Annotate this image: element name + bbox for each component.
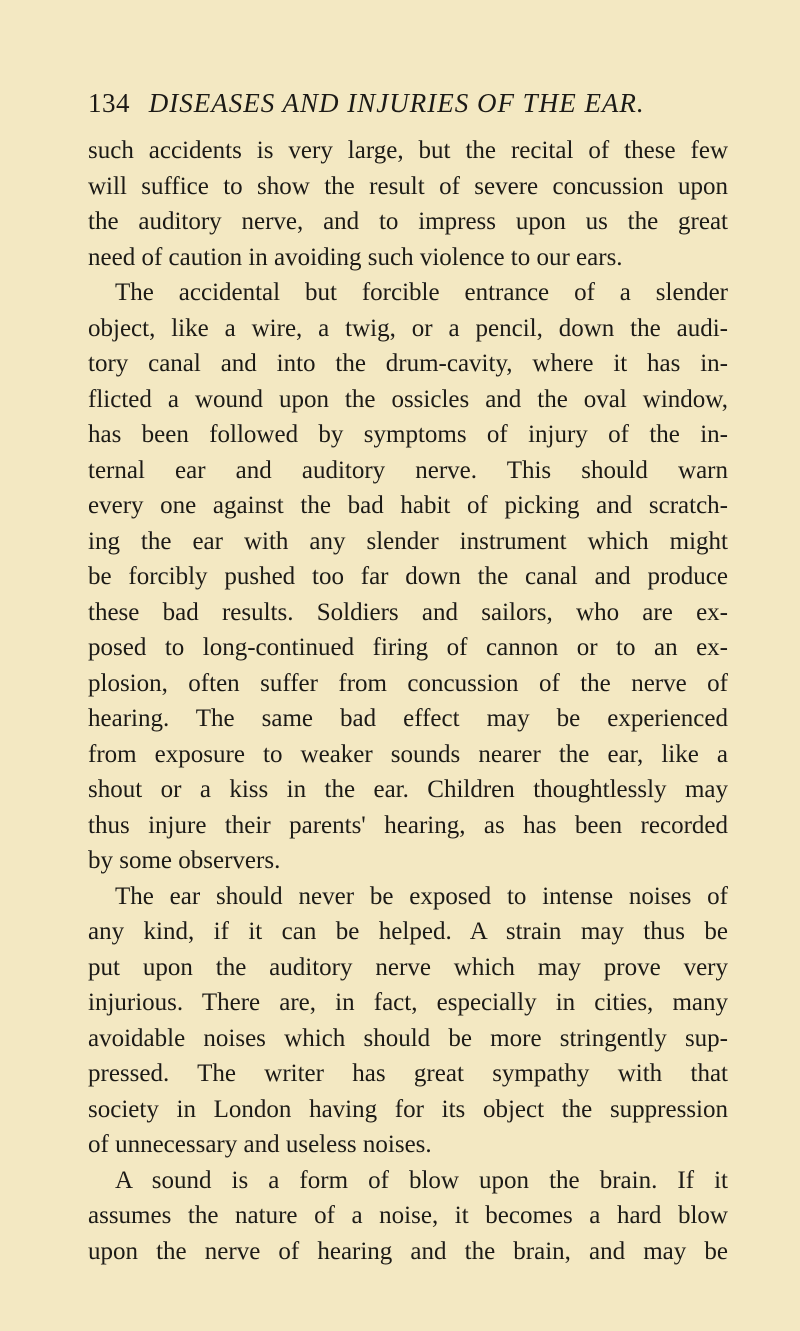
- text-line: The ear should never be exposed to intense noises of: [115, 882, 728, 910]
- text-line: from exposure to weaker sounds nearer the ear, like a: [88, 740, 728, 768]
- body-text: [88, 133, 728, 1269]
- text-line: by some observers.: [88, 847, 281, 874]
- text-line: posed to long-continued firing of cannon or to an ex-: [88, 634, 728, 661]
- text-line: put upon the auditory nerve which may prove very: [88, 953, 728, 981]
- text-line: plosion, often suffer from concussion of the nerve of: [88, 669, 728, 697]
- text-line: any kind, if it can be helped. A strain may thus be: [88, 918, 728, 945]
- text-line: of unnecessary and useless noises.: [88, 1131, 432, 1158]
- text-line: shout or a kiss in the ear. Children thoughtlessly may: [88, 776, 728, 803]
- text-line: hearing. The same bad effect may be experienced: [88, 705, 728, 732]
- text-line: such accidents is very large, but the recital of these few: [88, 137, 728, 164]
- text-line: every one against the bad habit of picking and scratch-: [88, 492, 728, 519]
- text-line: thus injure their parents' hearing, as has been recorded: [88, 811, 728, 839]
- text-line: flicted a wound upon the ossicles and the oval window,: [88, 385, 728, 413]
- page-header: [88, 88, 728, 128]
- text-line: society in London having for its object the suppression: [88, 1095, 728, 1123]
- text-line: the auditory nerve, and to impress upon us the great: [88, 208, 728, 235]
- text-line: avoidable noises which should be more stringently sup-: [88, 1024, 728, 1052]
- page-number: 134: [88, 88, 130, 118]
- text-line: object, like a wire, a twig, or a pencil, down the audi-: [88, 314, 728, 342]
- text-line: The accidental but forcible entrance of a slender: [115, 279, 728, 306]
- text-line: need of caution in avoiding such violence to our ears.: [88, 243, 623, 271]
- text-line: upon the nerve of hearing and the brain, and may be: [88, 1237, 728, 1265]
- running-title: DISEASES AND INJURIES OF THE EAR.: [148, 88, 645, 118]
- text-line: ing the ear with any slender instrument which might: [88, 527, 728, 555]
- text-line: pressed. The writer has great sympathy with that: [88, 1060, 728, 1087]
- text-line: ternal ear and auditory nerve. This should warn: [88, 456, 728, 484]
- text-line: tory canal and into the drum-cavity, where it has in-: [88, 350, 728, 377]
- text-line: has been followed by symptoms of injury of the in-: [88, 421, 728, 448]
- text-line: injurious. There are, in fact, especially in cities, many: [88, 989, 728, 1016]
- text-line: be forcibly pushed too far down the canal and produce: [88, 563, 728, 590]
- text-line: these bad results. Soldiers and sailors, who are ex-: [88, 598, 728, 626]
- text-line: will suffice to show the result of severe concussion upon: [88, 172, 728, 200]
- text-line: A sound is a form of blow upon the brain. If it: [115, 1166, 728, 1194]
- text-line: assumes the nature of a noise, it becomes a hard blow: [88, 1202, 728, 1229]
